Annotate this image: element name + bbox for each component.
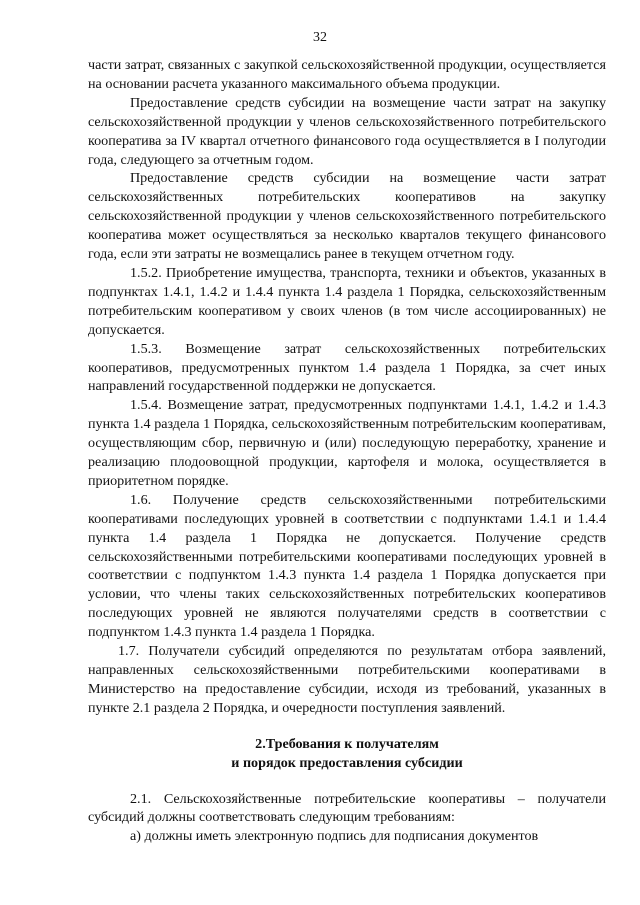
document-body (88, 56, 606, 846)
paragraph-2-1-a: а) должны иметь электронную подпись для подписания документов (130, 828, 539, 845)
paragraph-multi-quarter-subsidy: Предоставление средств субсидии на возмещение части затрат сельскохозяйственных потребительских кооперативов на закупку сельскохозяйственной продукции у членов сельскохозяйственного потребительского кооператива может осуществляться за несколько кварталов текущего финансового года, если эти затраты не возмещались ранее в текущем отчетном году. (88, 170, 606, 263)
section-2-heading (88, 735, 606, 773)
paragraph-1-5-3: 1.5.3. Возмещение затрат сельскохозяйственных потребительских кооперативов, предусмотренных пунктом 1.4 раздела 1 Порядка, за счет иных направлений государственной поддержки не допускается. (88, 340, 606, 395)
page-number: 32 (313, 30, 327, 45)
section-2-heading-line1: 2.Требования к получателям (255, 735, 439, 752)
paragraph-1-7: 1.7. Получатели субсидий определяются по результатам отбора заявлений, направленных сельскохозяйственными потребительскими кооперативами в Министерство на предоставление субсидии, исходя из требований, указанных в пункте 2.1 раздела 2 Порядка, и очередности поступления заявлений. (88, 643, 606, 716)
section-2-heading-line2: и порядок предоставления субсидии (231, 754, 463, 771)
paragraph-1-5-4: 1.5.4. Возмещение затрат, предусмотренных подпунктами 1.4.1, 1.4.2 и 1.4.3 пункта 1.4 раздела 1 Порядка, сельскохозяйственным потребительским кооперативам, осуществляющим сбор, первичную и (или) последующую переработку, хранение и реализацию плодоовощной продукции, картофеля и молока, осуществляется в приоритетном порядке. (88, 397, 606, 489)
paragraph-1-6: 1.6. Получение средств сельскохозяйственными потребительскими кооперативами последующих уровней в соответствии с подпунктами 1.4.1 и 1.4.4 пункта 1.4 раздела 1 Порядка не допускается. Получение средств сельскохозяйственными потребительскими кооперативами последующих уровней в соответствии с подпунктом 1.4.3 пункта 1.4 раздела 1 Порядка допускается при условии, что члены таких сельскохозяйственных потребительских кооперативов последующих уровней не являются получателями средств в соответствии с подпунктом 1.4.3 пункта 1.4 раздела 1 Порядка. (88, 491, 606, 641)
paragraph-2-1: 2.1. Сельскохозяйственные потребительские кооперативы – получатели субсидий должны соответствовать следующим требованиям: (88, 790, 606, 826)
paragraph-q4-subsidy: Предоставление средств субсидии на возмещение части затрат на закупку сельскохозяйственной продукции у членов сельскохозяйственного потребительского кооператива за IV квартал отчетного финансового года осуществляется в I полугодии года, следующего за отчетным годом. (88, 94, 606, 168)
paragraph-1-5-2: 1.5.2. Приобретение имущества, транспорта, техники и объектов, указанных в подпунктах 1.4.1, 1.4.2 и 1.4.4 пункта 1.4 раздела 1 Порядка, сельскохозяйственным потребительским кооперативом у своих членов (в том числе ассоциированных) не допускается. (88, 264, 606, 338)
paragraph-cost-share-continuation: части затрат, связанных с закупкой сельскохозяйственной продукции, осуществляется на основании расчета указанного максимального объема продукции. (88, 57, 606, 92)
